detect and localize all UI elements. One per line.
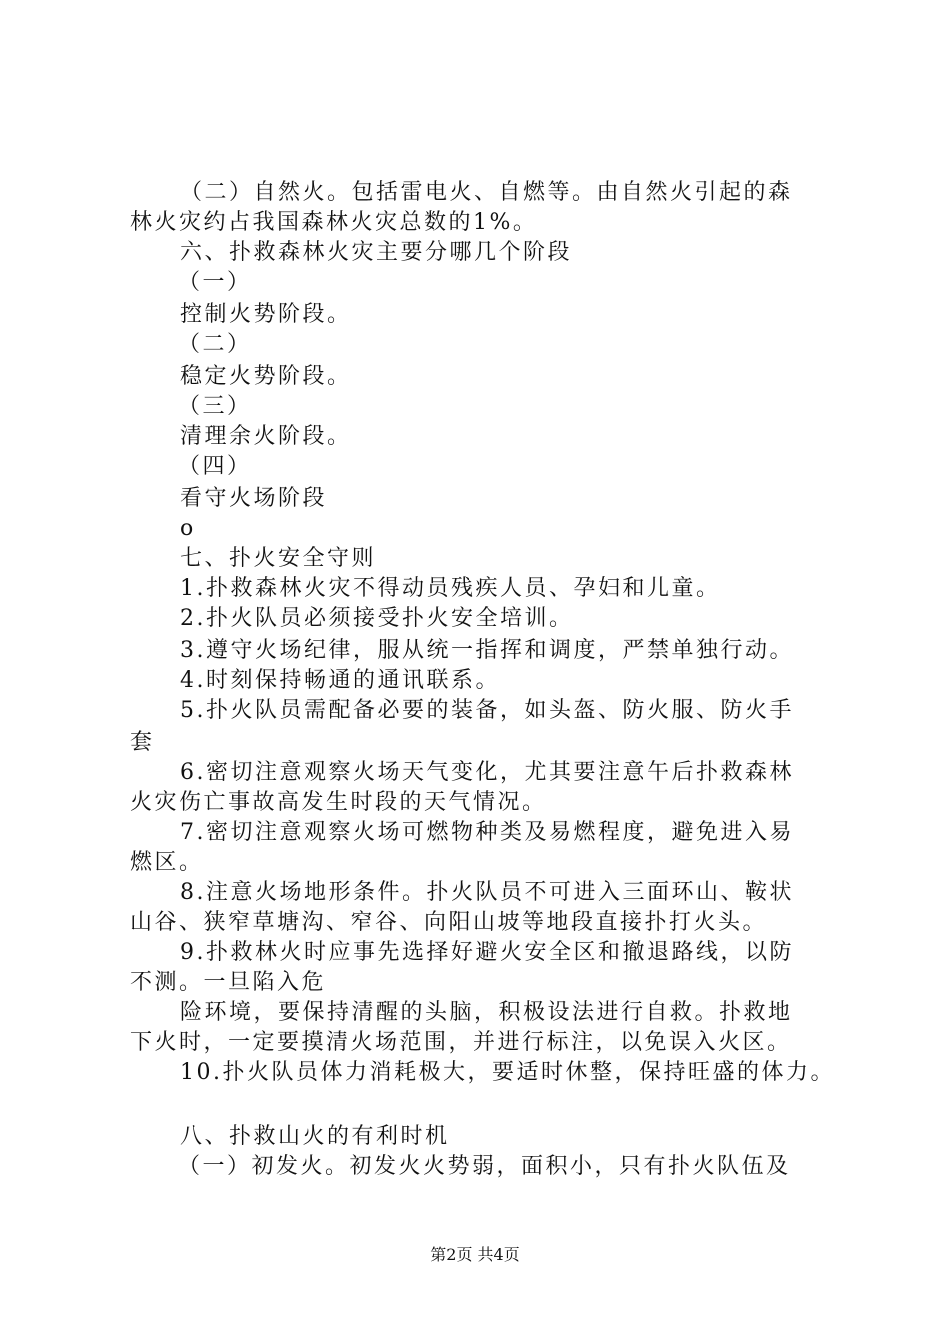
section-heading: 八、扑救山火的有利时机 bbox=[180, 1124, 450, 1149]
text-line: 1.扑救森林火灾不得动员残疾人员、孕妇和儿童。 bbox=[180, 576, 721, 601]
text-line: 清理余火阶段。 bbox=[180, 424, 352, 449]
text-line: 2.扑火队员必须接受扑火安全培训。 bbox=[180, 606, 574, 631]
text-line: 8.注意火场地形条件。扑火队员不可进入三面环山、鞍状 bbox=[180, 880, 794, 905]
text-line: 控制火势阶段。 bbox=[180, 302, 352, 327]
text-line: 燃区。 bbox=[130, 850, 204, 875]
text-line: 下火时，一定要摸清火场范围，并进行标注，以免误入火区。 bbox=[130, 1030, 792, 1055]
text-line: （四） bbox=[178, 454, 252, 479]
text-line: 9.扑救林火时应事先选择好避火安全区和撤退路线，以防 bbox=[180, 940, 794, 965]
section-heading: 七、扑火安全守则 bbox=[180, 546, 377, 571]
text-line: 套 bbox=[130, 730, 155, 755]
text-line: 5.扑火队员需配备必要的装备，如头盔、防火服、防火手 bbox=[180, 698, 794, 723]
text-line: 3.遵守火场纪律，服从统一指挥和调度，严禁单独行动。 bbox=[180, 638, 794, 663]
text-line: 林火灾约占我国森林火灾总数的1%。 bbox=[130, 210, 538, 235]
text-line: （二）自然火。包括雷电火、自燃等。由自然火引起的森 bbox=[180, 180, 793, 205]
text-line: 不测。一旦陷入危 bbox=[130, 970, 327, 995]
text-line: 火灾伤亡事故高发生时段的天气情况。 bbox=[130, 790, 547, 815]
text-line: （三） bbox=[178, 394, 252, 419]
text-line: 山谷、狭窄草塘沟、窄谷、向阳山坡等地段直接扑打火头。 bbox=[130, 910, 768, 935]
section-heading: 六、扑救森林火灾主要分哪几个阶段 bbox=[180, 240, 573, 265]
text-line: 险环境，要保持清醒的头脑，积极设法进行自救。扑救地 bbox=[180, 1000, 793, 1025]
text-line: 10.扑火队员体力消耗极大，要适时休整，保持旺盛的体力。 bbox=[180, 1060, 835, 1085]
text-line: （一） bbox=[178, 270, 252, 295]
text-line: （一）初发火。初发火火势弱，面积小，只有扑火队伍及 bbox=[178, 1154, 791, 1179]
text-line: 4.时刻保持畅通的通讯联系。 bbox=[180, 668, 500, 693]
text-line: 看守火场阶段 bbox=[180, 486, 328, 511]
text-line: 稳定火势阶段。 bbox=[180, 364, 352, 389]
text-line: （二） bbox=[178, 332, 252, 357]
text-line: 7.密切注意观察火场可燃物种类及易燃程度，避免进入易 bbox=[180, 820, 794, 845]
text-line: o bbox=[180, 516, 196, 541]
page-footer: 第2页 共4页 bbox=[430, 1245, 520, 1264]
text-line: 6.密切注意观察火场天气变化，尤其要注意午后扑救森林 bbox=[180, 760, 794, 785]
